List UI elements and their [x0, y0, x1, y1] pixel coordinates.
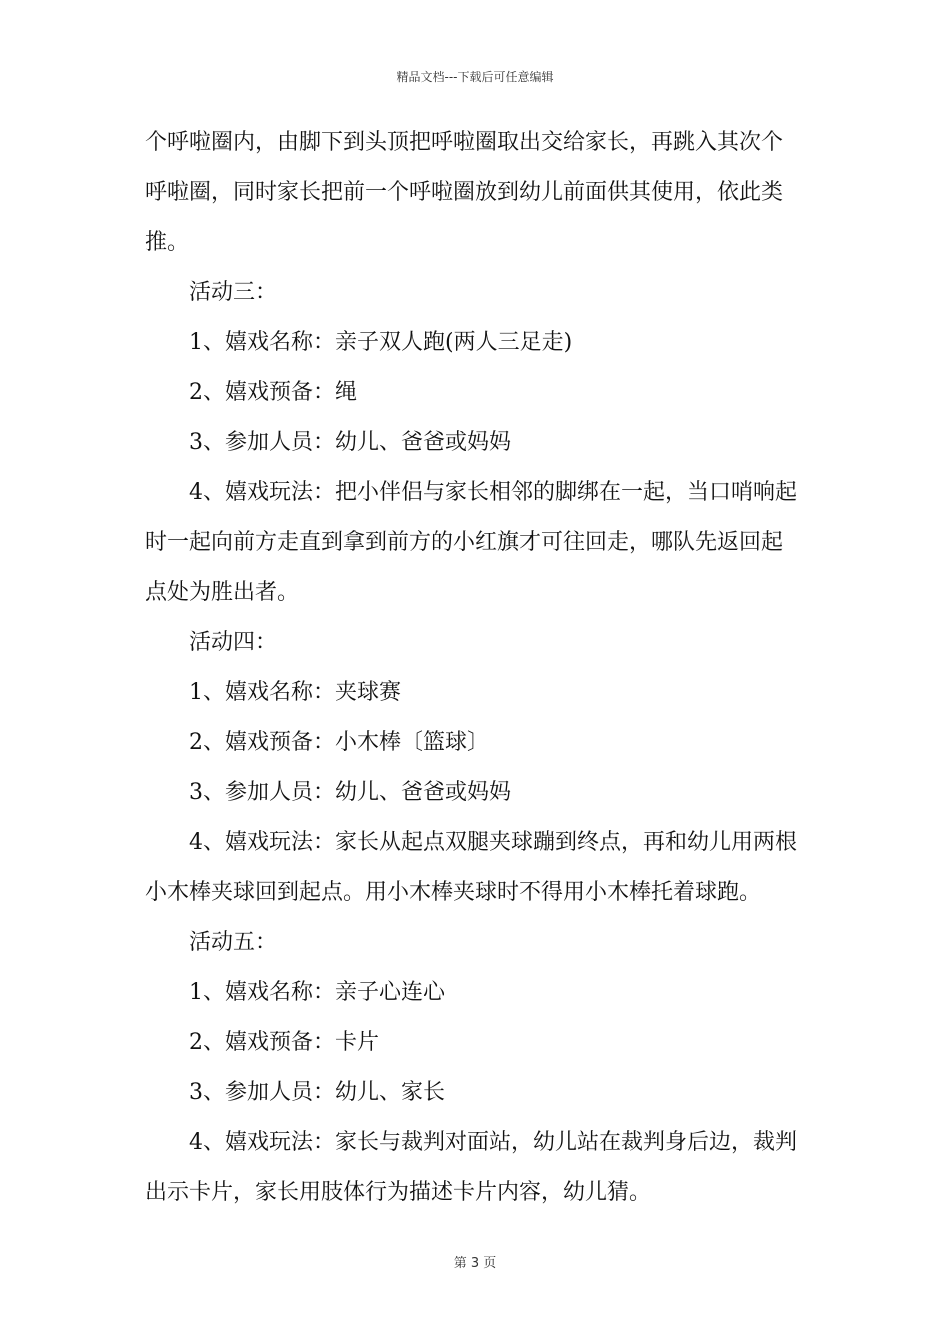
list-item: 2、嬉戏预备：小木棒〔篮球〕 — [189, 730, 489, 755]
page-header: 精品文档---下载后可任意编辑 — [396, 70, 554, 84]
list-item: 1、嬉戏名称：亲子心连心 — [189, 980, 445, 1005]
list-item: 4、嬉戏玩法：家长与裁判对面站，幼儿站在裁判身后边，裁判 — [189, 1130, 797, 1155]
list-item: 3、参加人员：幼儿、爸爸或妈妈 — [189, 780, 511, 805]
paragraph-line: 小木棒夹球回到起点。用小木棒夹球时不得用小木棒托着球跑。 — [145, 880, 762, 905]
list-item: 2、嬉戏预备：卡片 — [189, 1030, 379, 1055]
paragraph-line: 点处为胜出者。 — [145, 580, 300, 605]
list-item: 4、嬉戏玩法：家长从起点双腿夹球蹦到终点，再和幼儿用两根 — [189, 830, 797, 855]
section-heading: 活动四： — [189, 630, 278, 655]
page-number: 第 3 页 — [453, 1256, 497, 1271]
paragraph-line: 时一起向前方走直到拿到前方的小红旗才可往回走，哪队先返回起 — [145, 530, 784, 555]
paragraph-line: 出示卡片，家长用肢体行为描述卡片内容，幼儿猜。 — [145, 1180, 652, 1205]
paragraph-line: 呼啦圈，同时家长把前一个呼啦圈放到幼儿前面供其使用，依此类 — [145, 180, 784, 205]
list-item: 4、嬉戏玩法：把小伴侣与家长相邻的脚绑在一起，当口哨响起 — [189, 480, 797, 505]
paragraph-line: 个呼啦圈内，由脚下到头顶把呼啦圈取出交给家长，再跳入其次个 — [145, 130, 784, 155]
list-item: 3、参加人员：幼儿、家长 — [189, 1080, 445, 1105]
section-heading: 活动三： — [189, 280, 278, 305]
list-item: 3、参加人员：幼儿、爸爸或妈妈 — [189, 430, 511, 455]
list-item: 2、嬉戏预备：绳 — [189, 380, 357, 405]
list-item: 1、嬉戏名称：亲子双人跑(两人三足走) — [189, 330, 573, 355]
section-heading: 活动五： — [189, 930, 278, 955]
paragraph-line: 推。 — [145, 230, 190, 255]
list-item: 1、嬉戏名称：夹球赛 — [189, 680, 401, 705]
